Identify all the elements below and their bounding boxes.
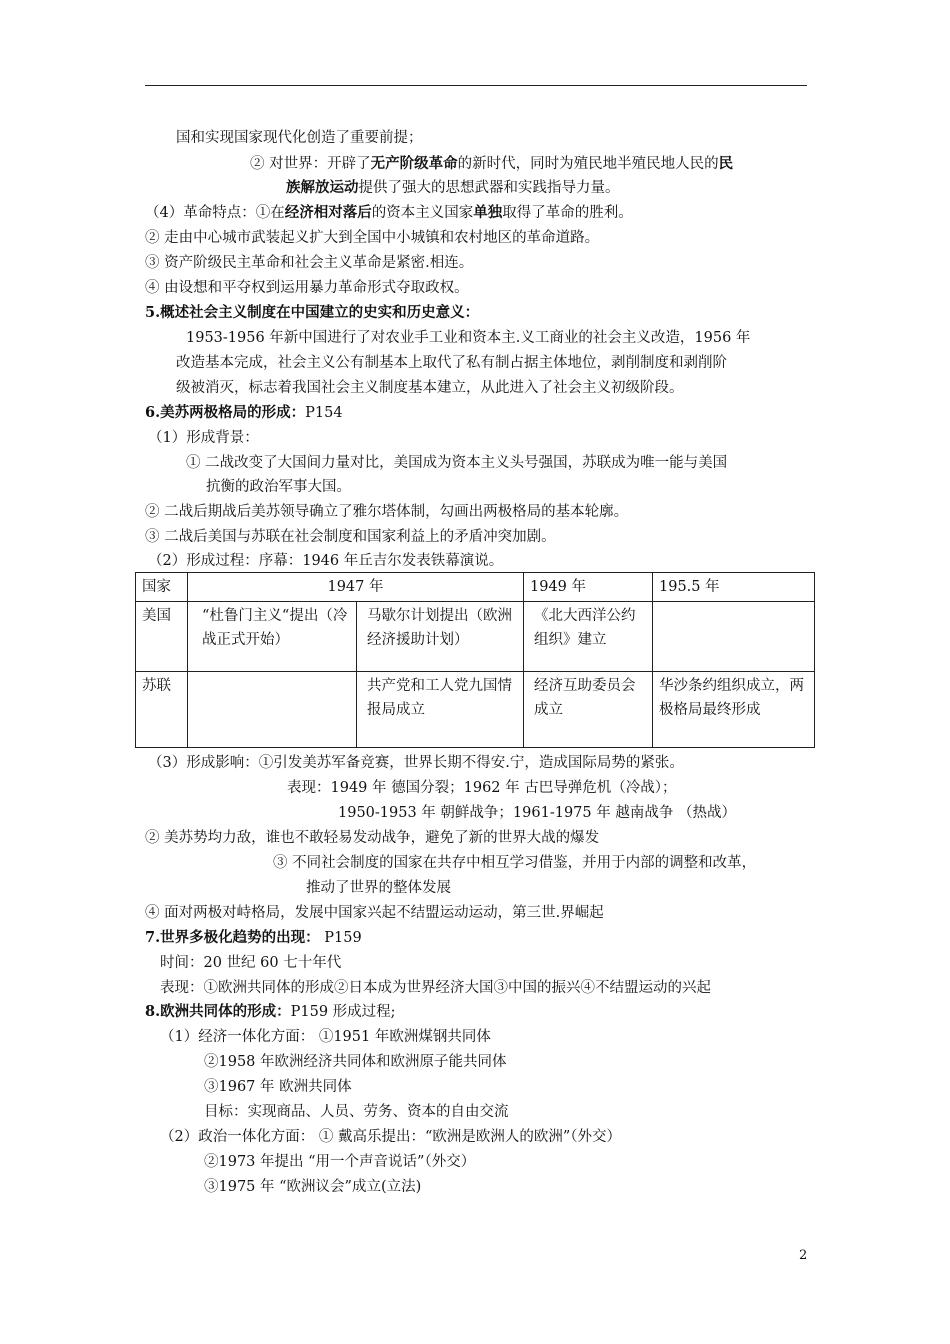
text-line: ③1975 年 “欧洲议会”成立(立法): [204, 1179, 422, 1195]
text-line: （3）形成影响：①引发美苏军备竞赛，世界长期不得安.宁，造成国际局势的紧张。: [148, 755, 684, 771]
section-heading: 7.世界多极化趋势的出现： P159: [145, 929, 362, 946]
text-line: 1950-1953 年 朝鲜战争；1961-1975 年 越南战争 （热战）: [338, 805, 736, 821]
text-line: （2）形成过程：序幕：1946 年丘吉尔发表铁幕演说。: [148, 553, 504, 569]
text-line: ② 走由中心城市武装起义扩大到全国中小城镇和农村地区的革命道路。: [145, 230, 600, 246]
table-cell: 美国: [136, 602, 188, 672]
table-header-cell: 1949 年: [524, 573, 653, 602]
section-heading: 8.欧洲共同体的形成：P159 形成过程;: [145, 1003, 396, 1020]
text-line: ④ 由设想和平夺权到运用暴力革命形式夺取政权。: [145, 280, 469, 296]
text-line: ③ 资产阶级民主革命和社会主义革命是紧密.相连。: [145, 255, 474, 271]
text-line: ② 美苏势均力敌，谁也不敢轻易发动战争，避免了新的世界大战的爆发: [145, 830, 600, 846]
bipolar-timeline-table: [135, 572, 815, 748]
text-line: ②1973 年提出 “用一个声音说话”（外交）: [204, 1154, 476, 1170]
table-cell: 共产党和工人党九国情报局成立: [357, 672, 524, 748]
table-row: [136, 672, 815, 748]
text-line: 改造基本完成，社会主义公有制基本上取代了私有制占据主体地位，剥削制度和剥削阶: [176, 355, 727, 371]
section-heading: 5.概述社会主义制度在中国建立的史实和历史意义：: [145, 304, 480, 321]
text-line: ④ 面对两极对峙格局，发展中国家兴起不结盟运动运动，第三世.界崛起: [145, 905, 604, 921]
text-line: 国和实现国家现代化创造了重要前提；: [176, 130, 423, 146]
table-cell: 马歇尔计划提出（欧洲经济援助计划）: [357, 602, 524, 672]
text-line: ③ 二战后美国与苏联在社会制度和国家利益上的矛盾冲突加剧。: [145, 529, 556, 545]
table-header-cell: 国家: [136, 573, 188, 602]
table-cell: 经济互助委员会成立: [524, 672, 653, 748]
page-number: 2: [799, 1248, 808, 1263]
table-cell: 《北大西洋公约组织》建立: [524, 602, 653, 672]
table-cell: 苏联: [136, 672, 188, 748]
table-cell: [653, 602, 815, 672]
text-line: 1953-1956 年新中国进行了对农业手工业和资本主.义工商业的社会主义改造，1956 年: [186, 330, 751, 346]
text-line: （2）政治一体化方面： ① 戴高乐提出：“欧洲是欧洲人的欧洲”（外交）: [160, 1129, 622, 1145]
text-line: 表现：1949 年 德国分裂；1962 年 古巴导弹危机（冷战）；: [287, 780, 677, 796]
text-line: （1）形成背景：: [148, 430, 259, 446]
header-rule: [145, 85, 807, 86]
text-line: 时间：20 世纪 60 七十年代: [160, 955, 342, 971]
table-cell: 华沙条约组织成立，两极格局最终形成: [653, 672, 815, 748]
table-header-cell: 1947 年: [188, 573, 524, 602]
text-line: ②1958 年欧洲经济共同体和欧洲原子能共同体: [204, 1054, 507, 1070]
section-heading: 6.美苏两极格局的形成：P154: [145, 404, 343, 421]
table-header-cell: 195.5 年: [653, 573, 815, 602]
text-line: 推动了世界的整体发展: [306, 880, 451, 896]
table-row: [136, 602, 815, 672]
text-line: ② 对世界：开辟了无产阶级革命的新时代，同时为殖民地半殖民地人民的民: [250, 155, 734, 172]
table-row: [136, 573, 815, 602]
text-line: ③1967 年 欧洲共同体: [204, 1079, 352, 1095]
text-line: 级被消灭，标志着我国社会主义制度基本建立，从此进入了社会主义初级阶段。: [176, 380, 684, 396]
table-cell: “杜鲁门主义“提出（冷战正式开始）: [188, 602, 357, 672]
text-line: ① 二战改变了大国间力量对比，美国成为资本主义头号强国，苏联成为唯一能与美国: [186, 455, 728, 471]
table-cell: [188, 672, 357, 748]
text-line: ③ 不同社会制度的国家在共存中相互学习借鉴，并用于内部的调整和改革，: [273, 855, 757, 871]
text-line: 目标：实现商品、人员、劳务、资本的自由交流: [204, 1104, 509, 1120]
text-line: ② 二战后期战后美苏领导确立了雅尔塔体制，勾画出两极格局的基本轮廓。: [145, 504, 629, 520]
text-line: 抗衡的政治军事大国。: [206, 479, 351, 495]
text-line: （4）革命特点：①在经济相对落后的资本主义国家单独取得了革命的胜利。: [145, 204, 633, 221]
text-line: 族解放运动提供了强大的思想武器和实践指导力量。: [286, 179, 620, 196]
text-line: 表现：①欧洲共同体的形成②日本成为世界经济大国③中国的振兴④不结盟运动的兴起: [160, 980, 711, 996]
text-line: （1）经济一体化方面： ①1951 年欧洲煤钢共同体: [160, 1029, 491, 1045]
